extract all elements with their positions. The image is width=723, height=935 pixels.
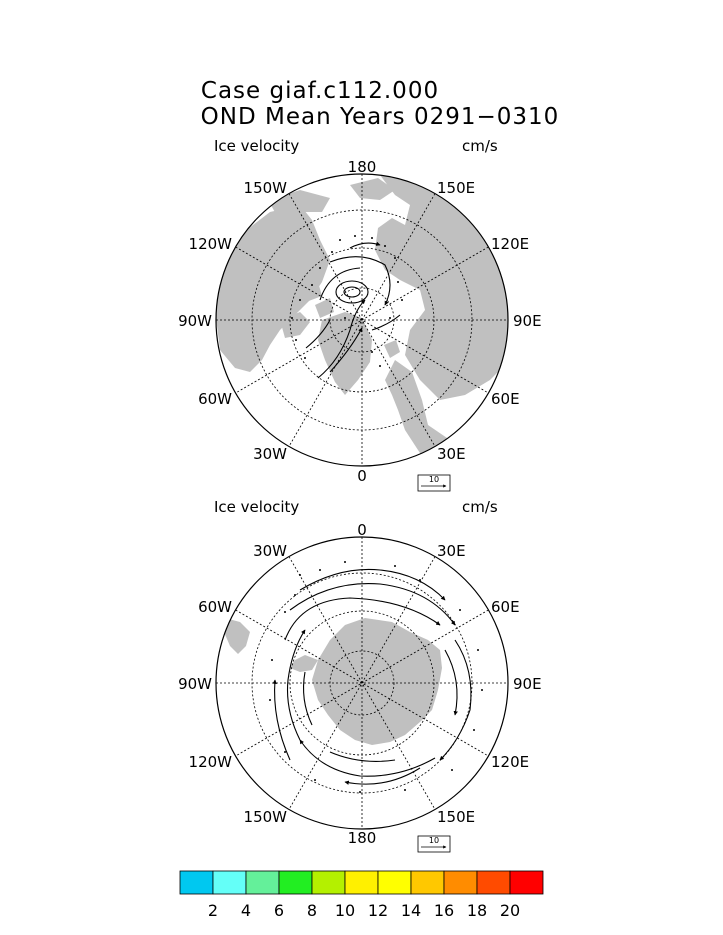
- north-lon-label-30w: 30W: [253, 445, 287, 463]
- north-lon-label-150w: 150W: [243, 179, 287, 197]
- colorbar-swatch: [444, 871, 477, 894]
- colorbar-swatch: [180, 871, 213, 894]
- case-title: Case giaf.c112.000: [200, 78, 440, 104]
- colorbar-tick-label: 20: [499, 901, 521, 920]
- north-lon-label-0: 0: [357, 467, 367, 485]
- north-polar-map: [178, 158, 542, 491]
- south-lon-label-150w: 150W: [243, 808, 287, 826]
- colorbar-swatch: [246, 871, 279, 894]
- colorbar-swatch: [213, 871, 246, 894]
- north-lon-label-150e: 150E: [437, 179, 476, 197]
- north-lon-label-60w: 60W: [198, 390, 232, 408]
- north-reference-vector: [418, 475, 450, 491]
- colorbar-swatch: [411, 871, 444, 894]
- north-lon-label-120w: 120W: [188, 235, 232, 253]
- svg-text:10: 10: [428, 836, 440, 845]
- colorbar-tick-label: 16: [433, 901, 455, 920]
- svg-text:10: 10: [428, 475, 440, 484]
- south-lon-label-0: 0: [357, 521, 367, 539]
- south-lon-label-120w: 120W: [188, 753, 232, 771]
- north-lon-label-120e: 120E: [491, 235, 530, 253]
- south-lon-label-180: 180: [347, 829, 377, 847]
- south-lon-label-30e: 30E: [437, 542, 466, 560]
- north-lon-label-90w: 90W: [178, 312, 212, 330]
- south-lon-label-90e: 90E: [513, 675, 542, 693]
- colorbar-tick-label: 10: [334, 901, 356, 920]
- colorbar-swatch: [312, 871, 345, 894]
- colorbar-tick-label: 18: [466, 901, 488, 920]
- colorbar-tick-label: 6: [273, 901, 285, 920]
- colorbar-swatch: [345, 871, 378, 894]
- south-lon-label-120e: 120E: [491, 753, 530, 771]
- south-lon-label-90w: 90W: [178, 675, 212, 693]
- colorbar-swatch: [510, 871, 543, 894]
- north-lon-label-30e: 30E: [437, 445, 466, 463]
- colorbar-swatch: [279, 871, 312, 894]
- north-lon-label-180: 180: [347, 158, 377, 176]
- south-reference-vector: [418, 836, 450, 852]
- south-field-label: Ice velocity: [214, 498, 300, 516]
- colorbar-swatch: [477, 871, 510, 894]
- colorbar-tick-label: 2: [207, 901, 219, 920]
- colorbar-tick-label: 4: [240, 901, 252, 920]
- south-lon-label-30w: 30W: [253, 542, 287, 560]
- north-units-label: cm/s: [462, 137, 498, 155]
- north-field-label: Ice velocity: [214, 137, 300, 155]
- south-lon-label-150e: 150E: [437, 808, 476, 826]
- south-polar-map: [178, 521, 542, 852]
- north-lon-label-60e: 60E: [491, 390, 520, 408]
- north-lon-label-90e: 90E: [513, 312, 542, 330]
- colorbar-tick-label: 12: [367, 901, 389, 920]
- colorbar-tick-label: 14: [400, 901, 422, 920]
- south-lon-label-60e: 60E: [491, 598, 520, 616]
- south-lon-label-60w: 60W: [198, 598, 232, 616]
- colorbar-tick-label: 8: [306, 901, 318, 920]
- period-title: OND Mean Years 0291−0310: [200, 104, 560, 130]
- colorbar: [180, 871, 543, 920]
- colorbar-swatch: [378, 871, 411, 894]
- south-units-label: cm/s: [462, 498, 498, 516]
